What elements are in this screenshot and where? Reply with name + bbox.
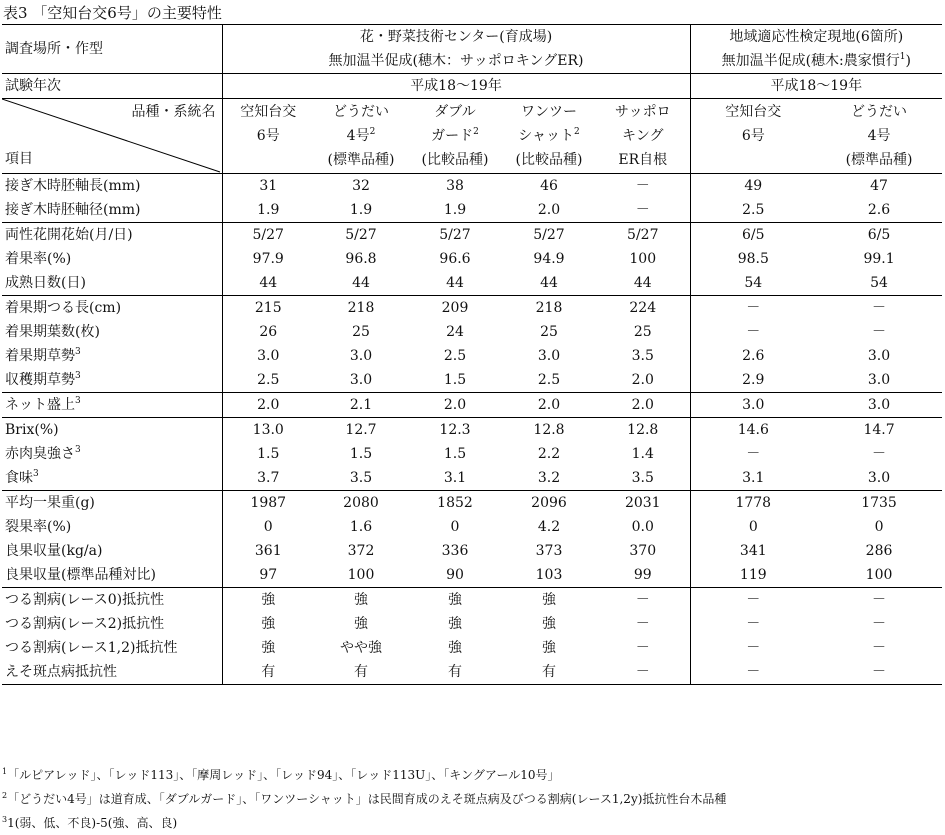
table-cell: やや強 [340, 639, 382, 656]
table-cell: － [746, 615, 761, 632]
table-cell: 32 [314, 174, 408, 199]
table-row [2, 442, 942, 466]
row-label [2, 466, 222, 491]
row-label [2, 515, 222, 539]
table-cell: 有 [314, 660, 408, 685]
variety-name-line2 [693, 124, 815, 148]
table-cell: 46 [502, 174, 596, 199]
variety-name-line2 [598, 124, 688, 148]
table-cell: － [690, 660, 816, 685]
row-label-text: ネット盛上 [5, 396, 75, 413]
table-cell: 12.8 [596, 418, 690, 443]
table-cell: 1.5 [443, 371, 467, 388]
table-cell: 3.7 [257, 469, 280, 486]
table-cell: 2.5 [537, 371, 561, 388]
variety-name-line2-text: 6号 [256, 128, 280, 144]
footnote-ref: 3 [75, 370, 81, 381]
variety-header [502, 99, 596, 174]
variety-name-line1: サッポロ [614, 104, 671, 120]
table-cell: 1.9 [443, 201, 467, 218]
table-cell: 370 [596, 539, 690, 563]
variety-name-line1: 空知台交 [240, 104, 297, 120]
table-cell: 26 [259, 323, 278, 340]
table-cell: － [746, 639, 761, 656]
table-cell: 218 [314, 296, 408, 321]
footnote-ref: 3 [75, 346, 81, 357]
table-cell: 97 [259, 566, 278, 583]
row-label [2, 636, 222, 660]
table-cell: 286 [865, 542, 893, 559]
table-cell: 0 [450, 518, 460, 535]
row-label-text: 平均一果重(g) [5, 494, 95, 511]
table-cell: 54 [744, 274, 763, 291]
table-cell: 2.1 [314, 393, 408, 418]
table-cell: 96.6 [439, 250, 471, 267]
table-cell: 25 [352, 323, 370, 340]
table-row [2, 588, 942, 613]
variety-name-line1: 空知台交 [725, 104, 782, 120]
diagonal-header-cell [2, 99, 222, 174]
table-cell: 44 [259, 274, 278, 291]
table-cell: 209 [408, 296, 502, 321]
table-cell: 2.5 [257, 371, 280, 388]
table-row [2, 466, 942, 491]
row-label [2, 198, 222, 223]
table-cell: － [816, 588, 942, 613]
row-label-text: 接ぎ木時胚軸長(mm) [5, 177, 141, 194]
table-cell: 44 [446, 274, 464, 291]
row-label [2, 539, 222, 563]
variety-header-row [2, 99, 942, 174]
table-row [2, 320, 942, 344]
table-cell: 0 [748, 518, 758, 535]
site-b-type: 無加温半促成(穂木:農家慣行$^1$) [721, 51, 911, 69]
table-cell: 44 [352, 274, 370, 291]
table-row [2, 539, 942, 563]
table-row [2, 660, 942, 685]
variety-header [222, 99, 314, 174]
table-cell: 2.0 [502, 393, 596, 418]
table-cell: 2.6 [867, 201, 891, 218]
footnote-ref: 3 [75, 444, 81, 455]
variety-header [816, 99, 942, 174]
row-label-text: 赤肉臭強さ [5, 445, 75, 462]
table-cell: 49 [690, 174, 816, 199]
table-row [2, 393, 942, 418]
table-cell: 44 [596, 271, 690, 296]
variety-name-line1: どうだい [851, 104, 908, 120]
table-cell: 有 [408, 660, 502, 685]
row-label [2, 320, 222, 344]
table-cell: － [872, 615, 887, 632]
variety-header [314, 99, 408, 174]
variety-header [690, 99, 816, 174]
variety-name-line2 [225, 124, 313, 148]
variety-name-line2-text: ガード [431, 128, 474, 144]
row-label-text: Brix(%) [5, 421, 59, 438]
row-label-text: 両性花開花始(月/日) [5, 226, 133, 243]
row-label [2, 344, 222, 368]
table-cell: 2031 [596, 491, 690, 516]
row-label-text: 着果期つる長(cm) [5, 299, 122, 316]
table-cell: 2.9 [742, 371, 765, 388]
variety-name-line3: ER自根 [618, 152, 668, 168]
site-a-name: 花・野菜技術センター(育成場) [222, 25, 690, 50]
table-cell: 100 [865, 566, 893, 583]
row-label-text: つる割病(レース1,2)抵抗性 [5, 639, 178, 656]
table-cell: 96.8 [345, 250, 377, 267]
footnote [2, 811, 726, 835]
table-cell: 1.9 [349, 201, 373, 218]
variety-name-line2-text: 4号 [867, 128, 891, 144]
table-cell: 99 [596, 563, 690, 588]
variety-name-line1: どうだい [333, 104, 389, 120]
table-cell: 4.2 [537, 518, 561, 535]
variety-name-line3: (標準品種) [845, 152, 913, 168]
row-label [2, 296, 222, 321]
row-label [2, 368, 222, 393]
table-cell: 12.3 [408, 418, 502, 443]
table-cell: 373 [535, 542, 563, 559]
table-cell: 3.0 [867, 371, 891, 388]
table-cell: 90 [446, 566, 464, 583]
table-cell: 6/5 [816, 223, 942, 248]
table-cell: － [690, 296, 816, 321]
table-cell: 強 [261, 615, 276, 632]
table-cell: 強 [542, 615, 556, 632]
site-label: 調査場所・作型 [2, 25, 222, 74]
table-cell: 強 [222, 588, 314, 613]
table-row [2, 344, 942, 368]
table-row [2, 223, 942, 248]
table-cell: 1735 [816, 491, 942, 516]
table-cell: 強 [354, 615, 368, 632]
table-cell: 有 [502, 660, 596, 685]
site-row-1 [2, 25, 942, 50]
table-cell: 98.5 [737, 250, 769, 267]
footnotes [2, 763, 726, 835]
table-cell: 3.1 [742, 469, 765, 486]
variety-name-line2 [410, 124, 500, 148]
footnote-ref: 2 [369, 127, 376, 137]
table-cell: 強 [261, 639, 276, 656]
table-cell: 2.5 [443, 347, 467, 364]
table-cell: 3.0 [349, 371, 373, 388]
row-label-text: つる割病(レース2)抵抗性 [5, 615, 165, 632]
row-label [2, 247, 222, 271]
table-cell: 103 [535, 566, 563, 583]
table-cell: 3.0 [349, 347, 373, 364]
table-cell: － [596, 174, 690, 199]
table-cell: － [596, 660, 690, 685]
table-cell: 13.0 [222, 418, 314, 443]
variety-label: 品種・系統名 [131, 104, 216, 120]
variety-name-line3: (比較品種) [515, 152, 583, 168]
table-cell: 341 [739, 542, 767, 559]
footnote-number: 3 [2, 815, 8, 824]
table-row [2, 563, 942, 588]
table-caption: 表3 「空知台交6号」の主要特性 [3, 4, 222, 22]
table-cell: 1.9 [257, 201, 280, 218]
footnote-text: 「どうだい4号」は道育成、「ダブルガード」、「ワンツーシャット」は民間育成のえそ斑点病及びつる割病(レース1,2y)抵抗性台木品種 [7, 792, 727, 806]
variety-name-line2-text: 6号 [741, 128, 765, 144]
row-label [2, 271, 222, 296]
table-cell: 1.4 [596, 442, 690, 466]
row-label [2, 491, 222, 516]
row-label [2, 174, 222, 199]
table-cell: － [596, 588, 690, 613]
table-cell: 強 [502, 588, 596, 613]
table-cell: － [816, 660, 942, 685]
row-label-text: 着果期葉数(枚) [5, 323, 100, 340]
footnote-text: 1(弱、低、不良)-5(強、高、良) [7, 816, 178, 830]
table-cell: 5/27 [502, 223, 596, 248]
site-a-type: 無加温半促成(穂木：サッポロキングER) [222, 49, 690, 74]
table-cell: 94.9 [533, 250, 565, 267]
table-cell: 3.2 [537, 469, 561, 486]
table-cell: 強 [314, 588, 408, 613]
row-label-text: つる割病(レース0)抵抗性 [5, 591, 165, 608]
table-cell: 372 [347, 542, 375, 559]
footnote-ref: 3 [75, 395, 81, 406]
footnote-ref: 3 [33, 468, 39, 479]
variety-header [596, 99, 690, 174]
row-label-text: 収穫期草勢 [5, 371, 75, 388]
table-cell: 有 [222, 660, 314, 685]
table-row [2, 636, 942, 660]
table-cell: 5/27 [596, 223, 690, 248]
variety-name-line3 [225, 148, 313, 172]
table-cell: 3.1 [443, 469, 467, 486]
table-cell: 1.5 [349, 445, 373, 462]
table-cell: 強 [448, 615, 462, 632]
row-label-text: 接ぎ木時胚軸径(mm) [5, 201, 141, 218]
row-label-text: 良果収量(kg/a) [5, 542, 103, 559]
table-cell: 1987 [222, 491, 314, 516]
table-cell: 3.0 [537, 347, 561, 364]
table-cell: － [872, 639, 887, 656]
table-cell: 100 [596, 247, 690, 271]
table-cell: 3.0 [867, 469, 891, 486]
table-cell: － [872, 323, 887, 340]
table-cell: － [596, 636, 690, 660]
table-cell: 3.5 [596, 466, 690, 491]
table-cell: 25 [540, 323, 558, 340]
year-a: 平成18～19年 [222, 74, 690, 99]
row-label [2, 442, 222, 466]
table-cell: 3.0 [816, 393, 942, 418]
table-cell: 1.5 [257, 445, 280, 462]
table-row [2, 174, 942, 199]
footnote-ref: 2 [574, 127, 580, 137]
table-cell: 0.0 [596, 515, 690, 539]
table-cell: 5/27 [408, 223, 502, 248]
row-label [2, 393, 222, 418]
variety-name-line2 [316, 124, 406, 148]
table-cell: 336 [441, 542, 469, 559]
table-cell: 97.9 [252, 250, 284, 267]
table-cell: 224 [596, 296, 690, 321]
table-cell: 2.0 [596, 368, 690, 393]
table-cell: 2.6 [742, 347, 765, 364]
variety-name-line1: ワンツー [521, 104, 577, 120]
variety-name-line2-text: キング [621, 128, 664, 144]
footnote-ref: 2 [473, 127, 479, 137]
variety-name-line3 [693, 148, 815, 172]
table-cell: 5/27 [222, 223, 314, 248]
table-row [2, 198, 942, 223]
table-row [2, 491, 942, 516]
variety-name-line3: (比較品種) [421, 152, 489, 168]
variety-header [408, 99, 502, 174]
row-label-text: 着果率(%) [5, 250, 72, 267]
row-label-text: 良果収量(標準品種対比) [5, 566, 156, 583]
table-row [2, 247, 942, 271]
table-cell: － [816, 296, 942, 321]
row-label-text: 裂果率(%) [5, 518, 72, 535]
table-cell: 1.6 [349, 518, 373, 535]
variety-name-line3: (標準品種) [327, 152, 395, 168]
table-cell: 強 [408, 588, 502, 613]
table-cell: － [746, 445, 761, 462]
table-row [2, 296, 942, 321]
table-cell: 6/5 [690, 223, 816, 248]
item-label: 項目 [5, 151, 33, 167]
table-cell: 38 [408, 174, 502, 199]
row-label-text: 食味 [5, 469, 33, 486]
table-cell: 強 [542, 639, 556, 656]
table-cell: 47 [816, 174, 942, 199]
table-cell: 3.5 [349, 469, 373, 486]
table-cell: 3.5 [596, 344, 690, 368]
variety-name-line2 [818, 124, 940, 148]
table-cell: － [872, 445, 887, 462]
table-cell: 12.7 [314, 418, 408, 443]
site-b-name: 地域適応性検定現地(6箇所) [690, 25, 942, 50]
table-cell: 3.0 [257, 347, 280, 364]
variety-name-line2-text: シャット [518, 128, 574, 144]
table-cell: 2.2 [537, 445, 561, 462]
variety-name-line2-text: 4号 [346, 128, 370, 144]
table-cell: 3.0 [867, 347, 891, 364]
table-cell: 1778 [690, 491, 816, 516]
table-cell: 2.0 [408, 393, 502, 418]
row-label [2, 223, 222, 248]
table-cell: 31 [222, 174, 314, 199]
table-cell: 0 [263, 518, 273, 535]
variety-name-line2 [504, 124, 594, 148]
year-row [2, 74, 942, 99]
table-cell: 2080 [314, 491, 408, 516]
footnote-text: 「ルピアレッド」、「レッド113」、「摩周レッド」、「レッド94」、「レッド113U」、「キングアール10号」 [7, 768, 560, 782]
table-cell: 25 [596, 320, 690, 344]
table-row [2, 368, 942, 393]
table-cell: 5/27 [314, 223, 408, 248]
row-label [2, 588, 222, 613]
table-cell: 1.5 [443, 445, 467, 462]
table-cell: － [690, 588, 816, 613]
row-label-text: 着果期草勢 [5, 347, 75, 364]
table-cell: 1852 [408, 491, 502, 516]
table-cell: 218 [502, 296, 596, 321]
year-label: 試験年次 [2, 74, 222, 99]
table-cell: 強 [448, 639, 462, 656]
characteristics-table [2, 24, 942, 685]
table-cell: 2096 [502, 491, 596, 516]
year-b: 平成18～19年 [690, 74, 942, 99]
footnote-number: 1 [2, 767, 8, 776]
row-label-text: 成熟日数(日) [5, 274, 86, 291]
footnote [2, 787, 726, 811]
table-cell: 361 [254, 542, 282, 559]
table-cell: 54 [870, 274, 888, 291]
table-cell: － [596, 612, 690, 636]
table-row [2, 418, 942, 443]
table-cell: 100 [347, 566, 375, 583]
table-cell: 14.7 [816, 418, 942, 443]
table-cell: 3.0 [690, 393, 816, 418]
table-cell: 99.1 [863, 250, 895, 267]
table-cell: 215 [222, 296, 314, 321]
table-cell: 119 [739, 566, 767, 583]
table-row [2, 271, 942, 296]
table-cell: 14.6 [690, 418, 816, 443]
footnote-number: 2 [2, 791, 8, 800]
table-cell: － [746, 323, 761, 340]
table-cell: 2.5 [742, 201, 765, 218]
row-label [2, 563, 222, 588]
table-cell: 2.0 [222, 393, 314, 418]
row-label [2, 660, 222, 685]
table-row [2, 515, 942, 539]
row-label [2, 612, 222, 636]
table-row [2, 612, 942, 636]
table-cell: 12.8 [502, 418, 596, 443]
row-label-text: えそ斑点病抵抗性 [5, 663, 117, 680]
row-label [2, 418, 222, 443]
table-cell: － [596, 198, 690, 223]
table-cell: 0 [874, 518, 884, 535]
variety-name-line1: ダブル [434, 104, 476, 120]
table-cell: 24 [446, 323, 464, 340]
table-cell: 2.0 [537, 201, 561, 218]
table-cell: 2.0 [596, 393, 690, 418]
footnote [2, 763, 726, 787]
table-cell: 44 [540, 274, 558, 291]
